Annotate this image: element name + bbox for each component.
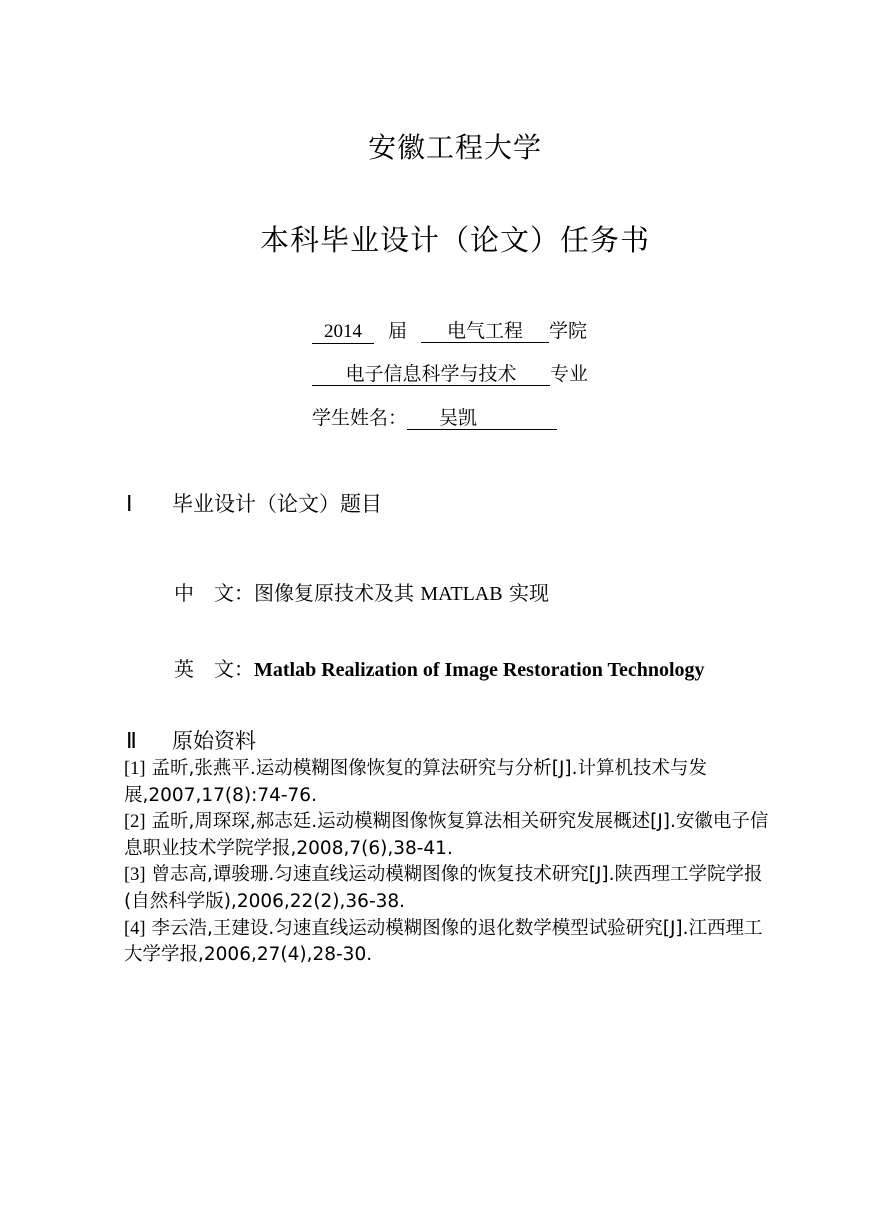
major-suffix: 专业 (550, 363, 589, 385)
year-college-line (312, 316, 587, 344)
student-label: 学生姓名： (312, 407, 408, 429)
year-value: 2014 (312, 321, 374, 344)
reference-item (124, 862, 774, 915)
chinese-title-post: 实现 (502, 581, 549, 605)
section1-title: 毕业设计（论文）题目 (172, 492, 382, 516)
section1-numeral: Ⅰ (126, 491, 133, 516)
chinese-label: 中 文： (174, 581, 254, 605)
reference-list (124, 756, 774, 969)
student-name: 吴凯 (439, 407, 478, 429)
university-name: 安徽工程大学 (367, 131, 542, 164)
student-line (312, 403, 557, 430)
student-name-value (407, 407, 557, 430)
major-line (312, 359, 588, 386)
reference-item (124, 756, 774, 809)
college-value: 电气工程 (421, 320, 549, 343)
reference-text: 孟昕,张燕平.运动模糊图像恢复的算法研究与分析[J].计算机技术与发展,2007,17(8):74-76. (124, 758, 708, 806)
english-topic-line (174, 653, 705, 682)
chinese-title-latin: MATLAB (420, 583, 503, 605)
reference-number: [3] (124, 865, 146, 886)
reference-text: 孟昕,周琛琛,郝志廷.运动模糊图像恢复算法相关研究发展概述[J].安徽电子信息职业技术学院学报,2008,7(6),38-41. (124, 811, 769, 859)
college-suffix: 学院 (549, 320, 588, 342)
reference-text: 李云浩,王建设.匀速直线运动模糊图像的退化数学模型试验研究[J].江西理工大学学报,2006,27(4),28-30. (124, 917, 763, 966)
section1-heading (126, 488, 382, 518)
chinese-title-pre: 图像复原技术及其 (254, 581, 421, 605)
section2-title: 原始资料 (172, 729, 256, 753)
reference-number: [1] (124, 759, 146, 779)
reference-text: 曾志高,谭骏珊.匀速直线运动模糊图像的恢复技术研究[J].陕西理工学院学报(自然科学版),2006,22(2),36-38. (124, 864, 763, 912)
year-suffix: 届 (388, 320, 408, 342)
reference-number: [2] (124, 812, 146, 833)
chinese-topic-line (174, 577, 549, 606)
english-title: Matlab Realization of Image Restoration Technology (254, 659, 705, 681)
reference-number: [4] (124, 918, 146, 939)
major-value: 电子信息科学与技术 (312, 363, 550, 386)
document-title: 本科毕业设计（论文）任务书 (259, 223, 650, 257)
section2-heading (126, 725, 256, 755)
reference-item (124, 916, 774, 969)
section2-numeral: Ⅱ (126, 728, 137, 753)
english-label: 英 文： (174, 657, 254, 681)
reference-item (124, 809, 774, 862)
